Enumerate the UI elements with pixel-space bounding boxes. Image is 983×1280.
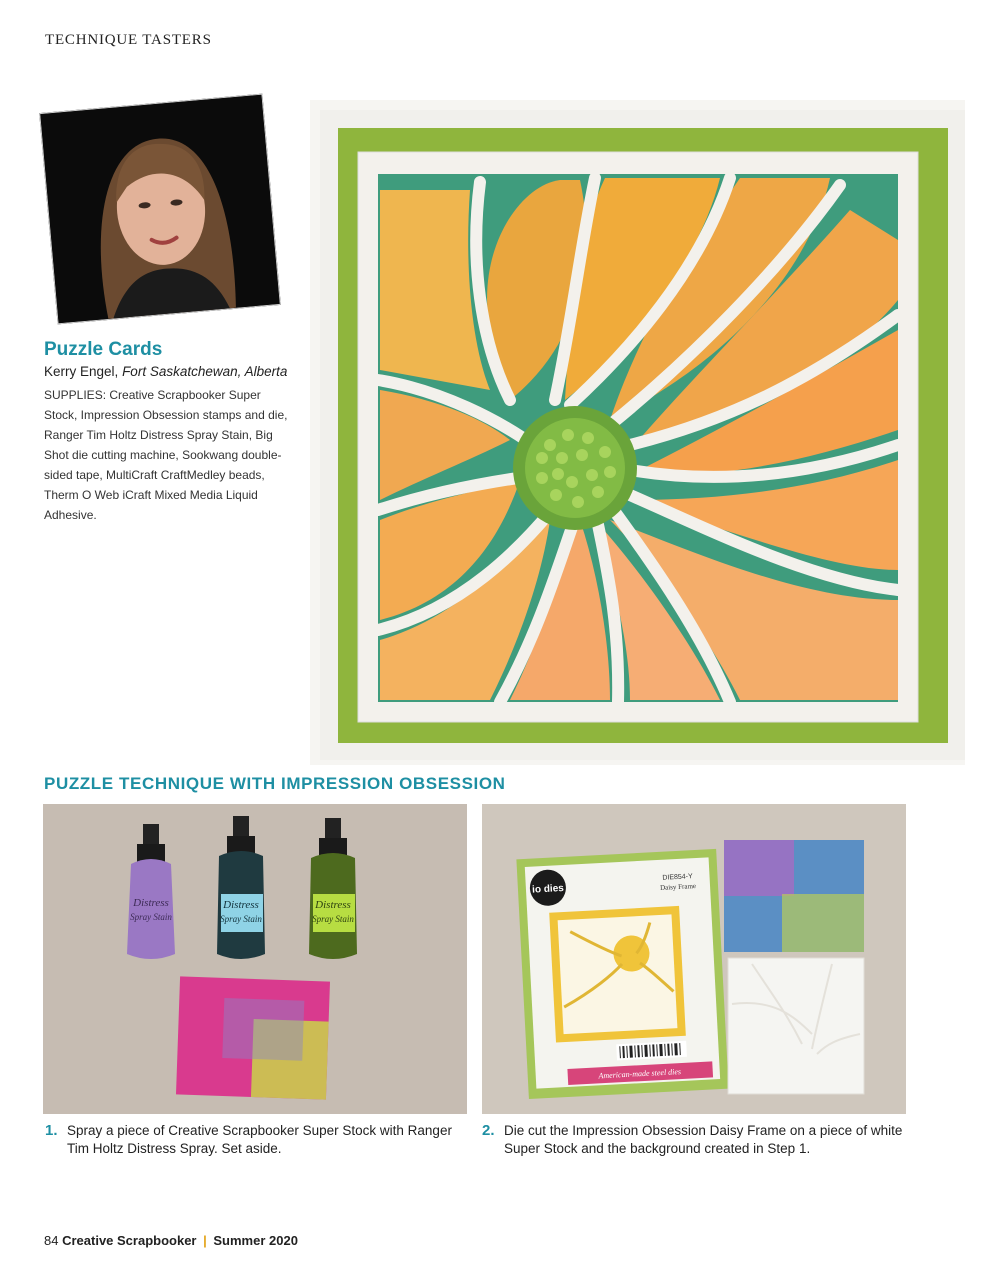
page-number: 84	[44, 1233, 59, 1248]
step-1-number: 1.	[45, 1122, 58, 1139]
package-code: DIE854-Y	[662, 873, 693, 882]
page-footer	[44, 1233, 298, 1248]
hero-card-photo	[310, 100, 965, 765]
technique-heading: PUZZLE TECHNIQUE WITH IMPRESSION OBSESSION	[44, 774, 506, 793]
bottle1-brand: Distress	[133, 897, 169, 909]
supplies-list: SUPPLIES: Creative Scrapbooker Super Stock, Impression Obsession stamps and die, Ranger Tim Holtz Distress Spray Stain, Big Shot die cutting machine, Sookwang double-sided tape, MultiCraft CraftMedley beads, Therm O Web iCraft Mixed Media Liquid Adhesive.	[44, 388, 288, 522]
die-package	[516, 849, 728, 1099]
step-1-caption	[45, 1122, 472, 1158]
white-die-cut-panel	[728, 958, 864, 1094]
sprayed-background-panel	[724, 840, 864, 952]
package-name: Daisy Frame	[659, 882, 697, 892]
step-2-text: Die cut the Impression Obsession Daisy Frame on a piece of white Super Stock and the background created in Step 1.	[504, 1123, 903, 1156]
step-1-photo	[43, 804, 467, 1114]
bottle2-brand: Distress	[223, 899, 259, 911]
footer-separator: |	[203, 1233, 207, 1248]
sprayed-paper	[176, 976, 330, 1099]
byline	[44, 364, 287, 379]
step-1-text: Spray a piece of Creative Scrapbooker Super Stock with Ranger Tim Holtz Distress Spray. Set aside.	[67, 1123, 452, 1156]
author-location: Fort Saskatchewan, Alberta	[122, 364, 288, 379]
step-2-caption	[482, 1122, 909, 1158]
bottle3-brand: Distress	[315, 899, 351, 911]
package-brand: io dies	[531, 882, 565, 896]
bottle2-sub: Spray Stain	[220, 914, 262, 924]
package-banner: American-made steel dies	[598, 1067, 682, 1081]
step-2-photo	[482, 804, 906, 1114]
article-title: Puzzle Cards	[44, 339, 163, 360]
step-2-number: 2.	[482, 1122, 495, 1139]
bottle3-sub: Spray Stain	[312, 914, 354, 924]
section-label: TECHNIQUE TASTERS	[45, 32, 212, 48]
author-photo	[39, 94, 281, 325]
bottle1-sub: Spray Stain	[130, 912, 172, 922]
issue-name: Summer 2020	[213, 1233, 298, 1248]
author-name: Kerry Engel,	[44, 364, 119, 379]
magazine-name: Creative Scrapbooker	[62, 1233, 197, 1248]
